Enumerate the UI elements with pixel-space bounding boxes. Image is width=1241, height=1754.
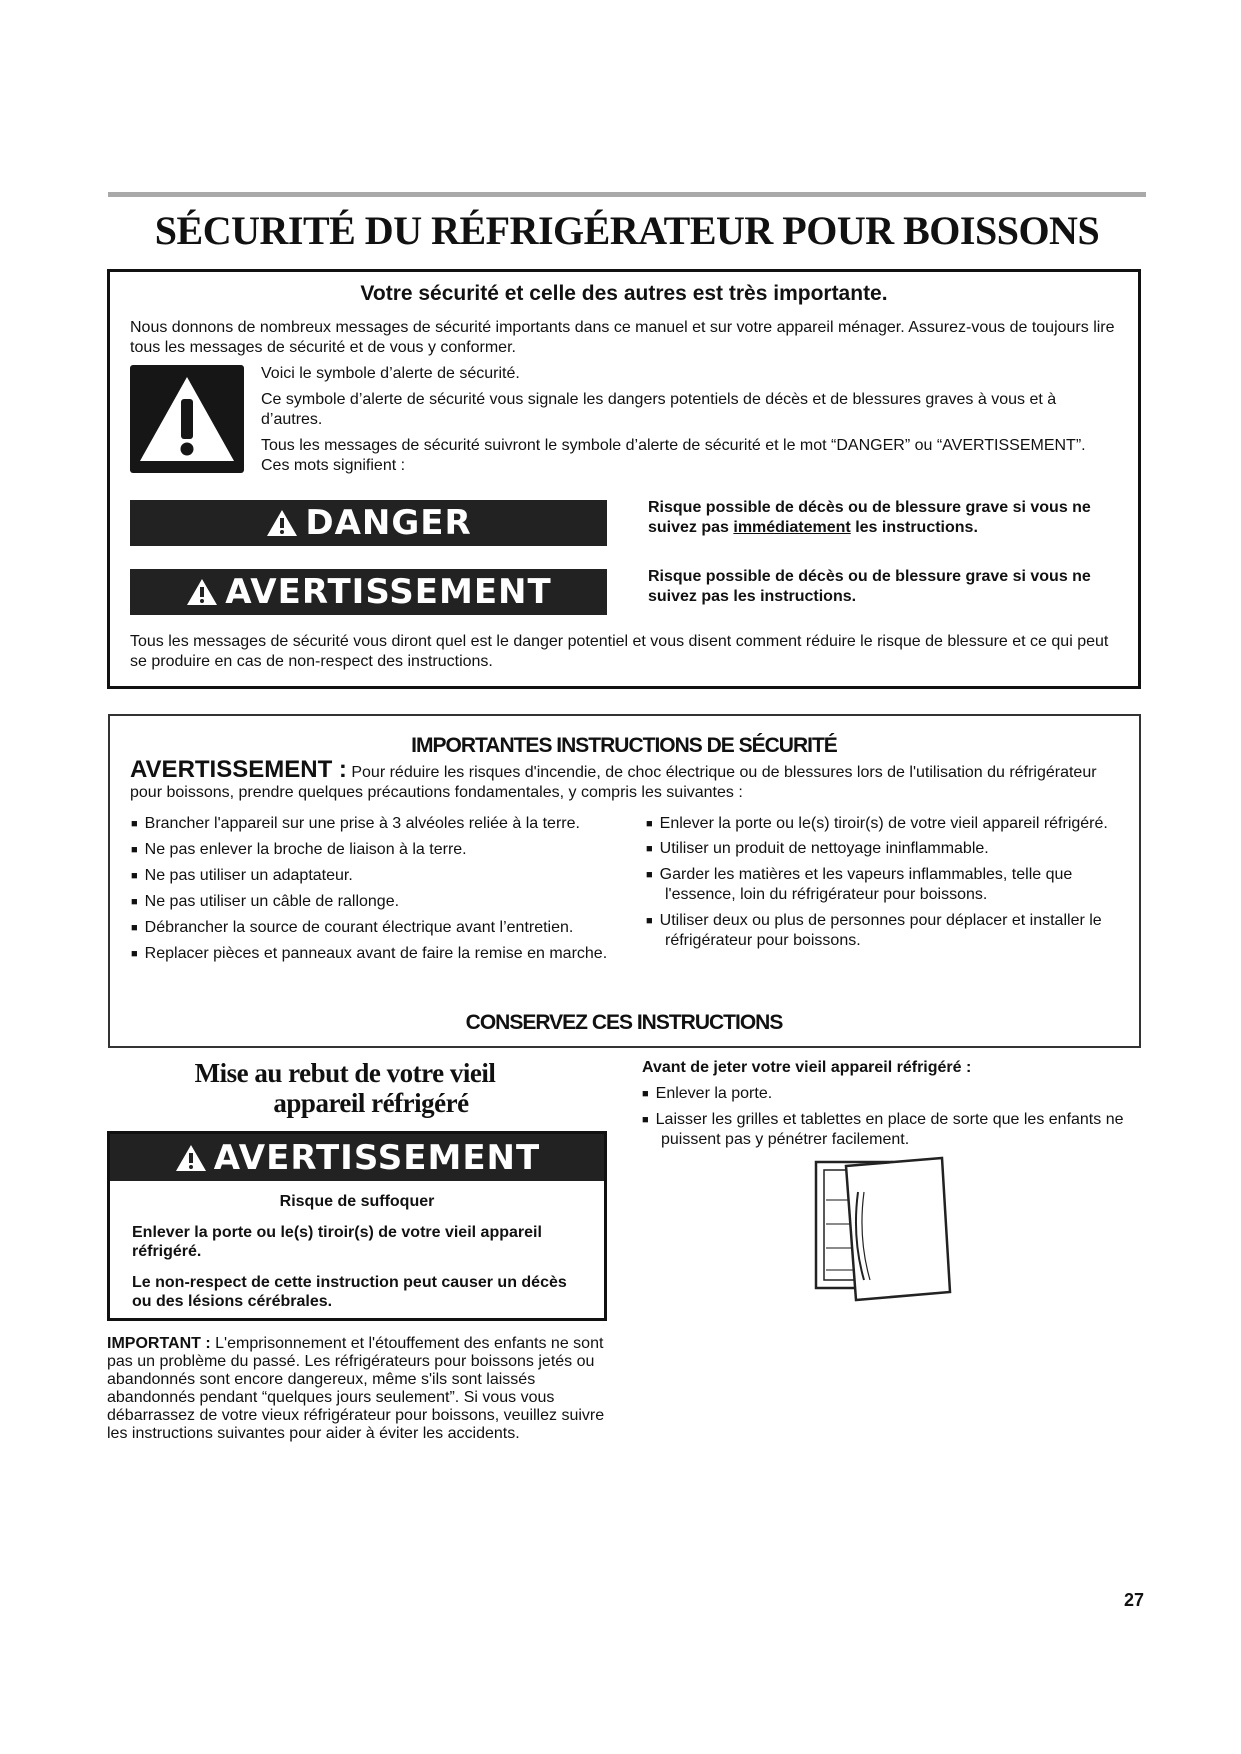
alert-triangle-icon: [185, 577, 219, 607]
before-disposal-title: Avant de jeter votre vieil appareil réfrigéré :: [642, 1059, 972, 1076]
important-paragraph: IMPORTANT : L'emprisonnement et l'étouffement des enfants ne sont pas un problème du passé. Les réfrigérateurs pour boissons jetés ou abandonnés sont encore dangereux, même s'ils sont laissés abandonnés pendant “quelques jours seulement”. Si vous vous débarrassez de votre vieux réfrigérateur pour boissons, veuillez suivre les instructions suivantes pour aider à éviter les accidents.: [107, 1335, 605, 1442]
safety-heading: Votre sécurité et celle des autres est très importante.: [360, 282, 888, 305]
page-title: SÉCURITÉ DU RÉFRIGÉRATEUR POUR BOISSONS: [154, 208, 1100, 253]
warning-label: AVERTISSEMENT: [225, 572, 552, 612]
page-number: 27: [1123, 1590, 1144, 1610]
list-item: ■ Garder les matières et les vapeurs inflammables, telle que l'essence, loin du réfrigérateur pour boissons.: [646, 865, 1136, 905]
signal-words-intro: Tous les messages de sécurité suivront le symbole d’alerte de sécurité et le mot “DANGER” ou “AVERTISSEMENT”. Ces mots signifient :: [261, 437, 1086, 474]
alert-symbol-icon: [130, 365, 244, 473]
important-label: IMPORTANT :: [107, 1335, 211, 1352]
right-precautions-list: [646, 814, 1136, 951]
risk-title: Risque de suffoquer: [279, 1193, 435, 1210]
instructions-heading: IMPORTANTES INSTRUCTIONS DE SÉCURITÉ: [411, 734, 837, 757]
risk-instruction: Enlever la porte ou le(s) tiroir(s) de votre vieil appareil réfrigéré.: [132, 1224, 542, 1260]
list-item: ■ Replacer pièces et panneaux avant de faire la remise en marche.: [131, 944, 611, 964]
top-rule: [108, 192, 1146, 197]
before-disposal-list: [642, 1084, 1142, 1150]
symbol-description: Ce symbole d’alerte de sécurité vous signale les dangers potentiels de décès et de blessures graves à vous et à d’autres.: [261, 391, 1057, 428]
safety-footer: Tous les messages de sécurité vous diront quel est le danger potentiel et vous disent comment réduire le risque de blessure et ce qui peut se produire en cas de non-respect des instructions.: [130, 633, 1109, 670]
list-item: ■ Utiliser un produit de nettoyage ininflammable.: [646, 839, 1136, 859]
refrigerator-illustration: [810, 1152, 960, 1302]
alert-triangle-icon: [265, 508, 299, 538]
disposal-title: Mise au rebut de votre vieil appareil réfrigéré: [194, 1058, 496, 1118]
list-item: ■ Enlever la porte.: [642, 1084, 1142, 1104]
warning-label: AVERTISSEMENT: [213, 1137, 541, 1178]
warning-bar: [110, 1134, 604, 1181]
list-item: ■ Ne pas enlever la broche de liaison à la terre.: [131, 840, 611, 860]
warning-description: Risque possible de décès ou de blessure grave si vous ne suivez pas les instructions.: [648, 568, 1091, 605]
instructions-warning: AVERTISSEMENT : Pour réduire les risques d'incendie, de choc électrique ou de blessures lors de l'utilisation du réfrigérateur pour boissons, prendre quelques précautions fondamentales, y compris les suivantes :: [130, 756, 1097, 801]
save-instructions: CONSERVEZ CES INSTRUCTIONS: [465, 1011, 783, 1034]
before-disposal-section: [642, 1058, 1142, 1150]
alert-triangle-icon: [174, 1143, 208, 1173]
warning-label: AVERTISSEMENT :: [130, 756, 347, 783]
list-item: ■ Laisser les grilles et tablettes en place de sorte que les enfants ne puissent pas y pénétrer facilement.: [642, 1110, 1142, 1150]
danger-description: Risque possible de décès ou de blessure grave si vous ne suivez pas immédiatement les instructions.: [648, 499, 1091, 536]
list-item: ■ Ne pas utiliser un câble de rallonge.: [131, 892, 611, 912]
danger-bar: [130, 500, 607, 546]
left-precautions-list: [131, 814, 611, 964]
list-item: ■ Utiliser deux ou plus de personnes pour déplacer et installer le réfrigérateur pour boissons.: [646, 911, 1136, 951]
list-item: ■ Débrancher la source de courant électrique avant l’entretien.: [131, 918, 611, 938]
danger-label: DANGER: [305, 503, 472, 543]
suffocation-warning-box: [107, 1131, 607, 1321]
risk-consequence: Le non-respect de cette instruction peut causer un décès ou des lésions cérébrales.: [132, 1274, 567, 1310]
symbol-line: Voici le symbole d’alerte de sécurité.: [261, 365, 520, 382]
list-item: ■ Ne pas utiliser un adaptateur.: [131, 866, 611, 886]
safety-intro: Nous donnons de nombreux messages de sécurité importants dans ce manuel et sur votre appareil ménager. Assurez-vous de toujours lire tous les messages de sécurité et de vous y conformer.: [130, 319, 1115, 356]
list-item: ■ Brancher l'appareil sur une prise à 3 alvéoles reliée à la terre.: [131, 814, 611, 834]
list-item: ■ Enlever la porte ou le(s) tiroir(s) de votre vieil appareil réfrigéré.: [646, 814, 1136, 834]
warning-bar: [130, 569, 607, 615]
suffocation-text: [132, 1192, 582, 1311]
